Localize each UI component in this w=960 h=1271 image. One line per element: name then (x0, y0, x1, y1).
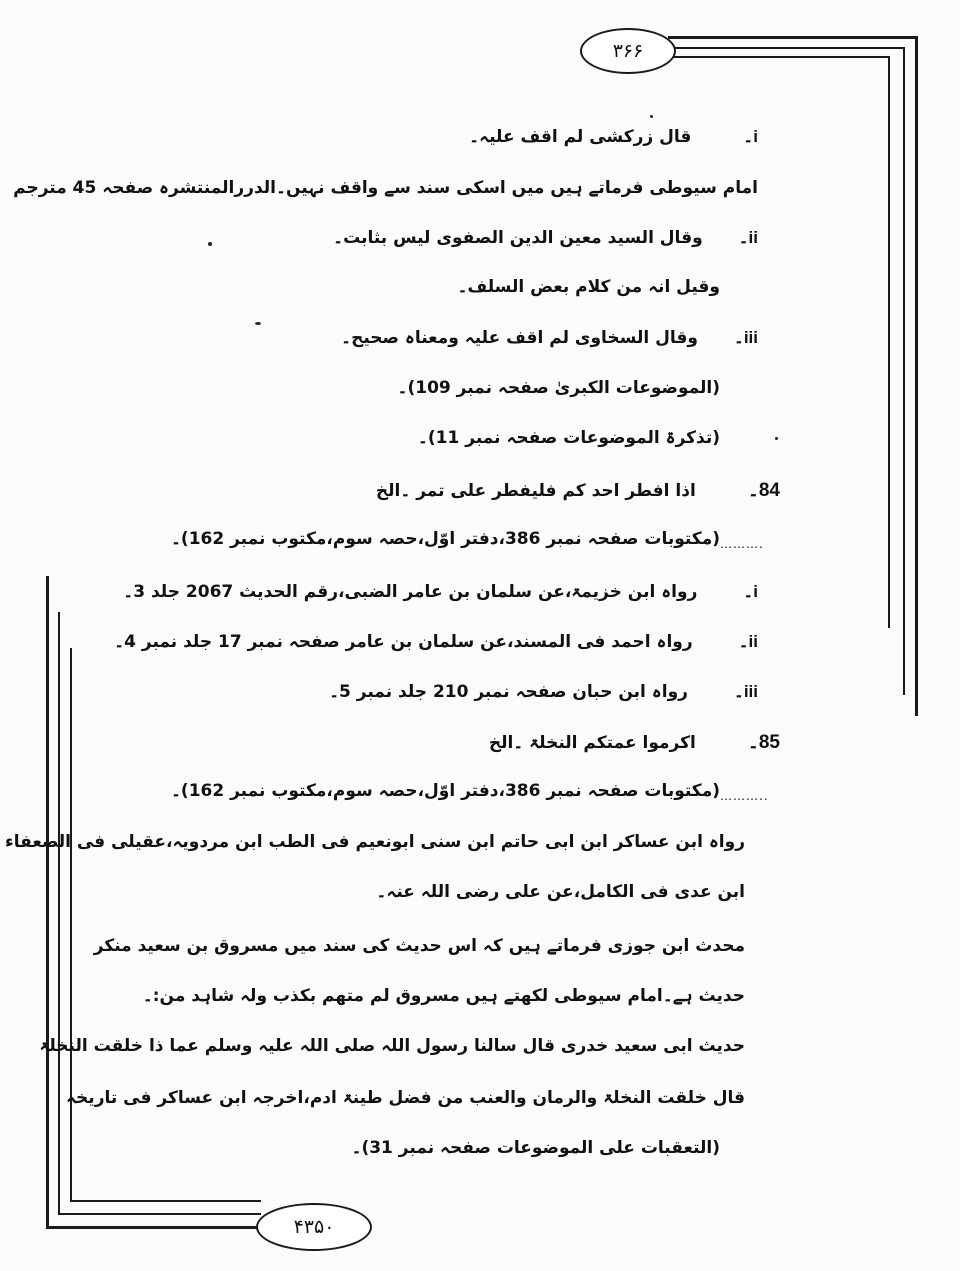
line-text: وقال السخاوی لم اقف علیہ ومعناہ صحیح۔ (341, 328, 698, 348)
scan-speck (208, 242, 212, 246)
text-line-8 (376, 481, 780, 500)
line-text: (مکتوبات صفحہ نمبر 386،دفتر اوّل،حصہ سوم،مکتوب نمبر 162)۔ (170, 529, 720, 549)
border-top-line-1 (668, 36, 918, 39)
border-bottom-line-2 (58, 1213, 261, 1215)
line-marker: i۔ (743, 582, 758, 601)
text-line-4 (458, 279, 720, 296)
footer-page-number-text: ۴۳۵۰ (293, 1216, 335, 1238)
text-line-14 (171, 783, 720, 800)
line-text: (التعقبات علی الموضوعات صفحہ نمبر 31)۔ (351, 1138, 720, 1158)
text-line-10 (123, 583, 758, 601)
item-number: 85۔ (747, 732, 780, 753)
scan-speck (255, 322, 261, 325)
leader-dots-2: ……….. (720, 789, 769, 803)
line-text: (الموضوعات الکبریٰ صفحہ نمبر 109)۔ (397, 378, 720, 398)
text-line-20 (66, 1090, 745, 1107)
text-line-9 (171, 531, 720, 548)
text-line-17 (94, 938, 745, 955)
line-text: قال زرکشی لم اقف علیہ۔ (469, 127, 692, 147)
text-line-19 (39, 1038, 745, 1055)
line-text: وقال السید معین الدین الصفوی لیس بثابت۔ (333, 228, 703, 248)
line-text: رواہ ابن خزیمۃ،عن سلمان بن عامر الضبی،رقم الحدیث 2067 جلد 3۔ (123, 582, 698, 602)
border-right-line-2 (903, 47, 905, 695)
line-text: ابن عدی فی الکامل،عن علی رضی اللہ عنہ۔ (376, 882, 745, 902)
line-text: حدیث ہے۔امام سیوطی لکھتے ہیں مسروق لم متھم بکذب ولہ شاہد من:۔ (142, 986, 745, 1006)
scan-speck (650, 115, 653, 118)
line-text: رواہ ابن عساکر ابن ابی حاتم ابن سنی ابونعیم فی الطب ابن مردویہ،عقیلی فی الضعفاء (5, 832, 745, 852)
line-text: اذا افطر احد کم فلیفطر علی تمر ۔الخ (375, 481, 696, 501)
line-text: (مکتوبات صفحہ نمبر 386،دفتر اوّل،حصہ سوم،مکتوب نمبر 162)۔ (170, 781, 720, 801)
text-line-15 (5, 834, 745, 851)
line-text: اکرموا عمتکم النخلۃ ۔الخ (488, 733, 696, 753)
border-top-line-2 (668, 47, 905, 49)
text-line-18 (143, 988, 745, 1005)
line-text: رواہ ابن حبان صفحہ نمبر 210 جلد نمبر 5۔ (329, 682, 688, 702)
line-text: حدیث ابی سعید خدری قال سالنا رسول اللہ صلی اللہ علیہ وسلم عما ذا خلقت النخلۃ (39, 1036, 745, 1056)
text-line-6 (398, 380, 720, 397)
line-text: رواہ احمد فی المسند،عن سلمان بن عامر صفحہ نمبر 17 جلد نمبر 4۔ (114, 632, 693, 652)
leader-dots-1: ………. (720, 537, 764, 551)
text-line-1 (469, 128, 758, 146)
text-line-5 (341, 329, 758, 347)
header-page-number-text: ۳۶۶ (612, 40, 644, 62)
item-number: 84۔ (747, 480, 780, 501)
scan-speck (775, 437, 778, 440)
line-marker: i۔ (743, 127, 758, 146)
text-line-13 (489, 733, 780, 752)
border-left-line-3 (70, 648, 72, 1200)
line-marker: iii۔ (733, 328, 758, 347)
text-line-2 (13, 180, 758, 197)
border-left-line-2 (58, 612, 60, 1214)
text-line-21 (351, 1140, 720, 1157)
line-marker: iii۔ (733, 682, 758, 701)
line-text: قال خلقت النخلۃ والرمان والعنب من فضل طینۃ ادم،اخرجہ ابن عساکر فی تاریخہ (66, 1088, 745, 1108)
line-text: (تذکرۃ الموضوعات صفحہ نمبر 11)۔ (417, 428, 720, 448)
border-bottom-line-1 (46, 1226, 261, 1229)
border-right-line-3 (888, 56, 890, 628)
line-text: امام سیوطی فرماتے ہیں میں اسکی سند سے واقف نہیں۔الدررالمنتشرہ صفحہ 45 مترجم (13, 178, 758, 198)
text-line-11 (114, 633, 758, 651)
footer-page-number (256, 1203, 372, 1251)
line-text: وقیل انہ من کلام بعض السلف۔ (457, 277, 720, 297)
header-page-number (580, 28, 676, 74)
line-marker: ii۔ (738, 228, 758, 247)
border-left-line-1 (46, 576, 49, 1228)
border-right-line-1 (915, 36, 918, 716)
line-marker: ii۔ (738, 632, 758, 651)
text-line-7 (418, 430, 720, 447)
text-line-16 (376, 884, 745, 901)
text-line-12 (329, 683, 758, 701)
border-top-line-3 (668, 56, 890, 58)
text-line-3 (333, 229, 758, 247)
line-text: محدث ابن جوزی فرماتے ہیں کہ اس حدیث کی سند میں مسروق بن سعید منکر (93, 936, 745, 956)
border-bottom-line-3 (70, 1200, 261, 1202)
